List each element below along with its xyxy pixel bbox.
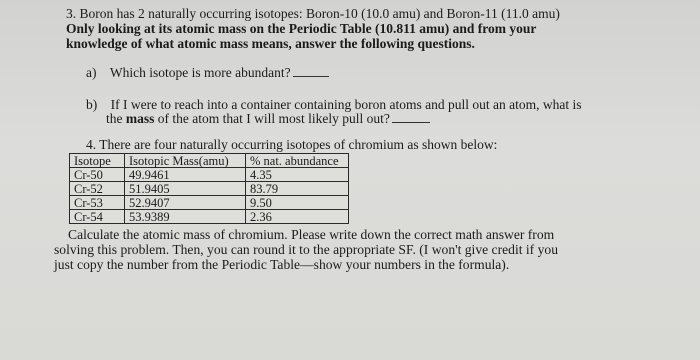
q3b-answer-blank[interactable]	[392, 111, 430, 123]
q4-calc-line-2: solving this problem. Then, you can round it to the appropriate SF. (I won't give credit if you	[54, 242, 558, 257]
table-row	[70, 168, 349, 182]
q3a-answer-blank[interactable]	[293, 65, 329, 77]
header-isotopic-mass: Isotopic Mass(amu)	[125, 154, 246, 168]
q3-line-1	[66, 6, 560, 21]
table-row	[70, 210, 349, 224]
cell-abundance: 83.79	[246, 182, 349, 196]
q3b-text-2b: of the atom that I will most likely pull out?	[154, 111, 390, 126]
cell-isotope: Cr-50	[70, 168, 125, 182]
header-abundance: % nat. abundance	[246, 154, 349, 168]
cell-mass: 52.9407	[125, 196, 246, 210]
q3-intro-text: Boron has 2 naturally occurring isotopes: Boron-10 (10.0 amu) and Boron-11 (11.0 amu)	[79, 6, 560, 21]
cell-abundance: 2.36	[246, 210, 349, 224]
cell-isotope: Cr-54	[70, 210, 125, 224]
q4-calc-line-3: just copy the number from the Periodic Table—show your numbers in the formula).	[54, 257, 510, 272]
q3a	[86, 65, 329, 80]
cell-mass: 49.9461	[125, 168, 246, 182]
cell-abundance: 4.35	[246, 168, 349, 182]
q3b-text-1: If I were to reach into a container containing boron atoms and pull out an atom, what is	[110, 97, 582, 112]
q3a-text: Which isotope is more abundant?	[109, 65, 291, 80]
cell-mass: 51.9405	[125, 182, 246, 196]
q3a-label: a)	[86, 65, 97, 80]
q3-number: 3.	[66, 6, 77, 21]
cell-mass: 53.9389	[125, 210, 246, 224]
q4-intro: 4. There are four naturally occurring isotopes of chromium as shown below:	[86, 137, 498, 152]
cell-isotope: Cr-53	[70, 196, 125, 210]
table-row	[70, 182, 349, 196]
q3-line-2: Only looking at its atomic mass on the Periodic Table (10.811 amu) and from your	[66, 21, 537, 36]
chromium-isotope-table	[69, 153, 349, 224]
q3b-text-2-bold: mass	[125, 111, 155, 126]
table-header-row	[70, 154, 349, 168]
q3b-line-2	[106, 111, 430, 126]
header-isotope: Isotope	[70, 154, 125, 168]
cell-abundance: 9.50	[246, 196, 349, 210]
q3b-text-2a: the	[106, 111, 126, 126]
q4-calc-line-1: Calculate the atomic mass of chromium. Please write down the correct math answer from	[68, 227, 555, 242]
cell-isotope: Cr-52	[70, 182, 125, 196]
q3-line-3: knowledge of what atomic mass means, answer the following questions.	[66, 36, 475, 51]
q3b-line-1	[86, 97, 581, 112]
table-row	[70, 196, 349, 210]
q3b-label: b)	[86, 97, 98, 112]
